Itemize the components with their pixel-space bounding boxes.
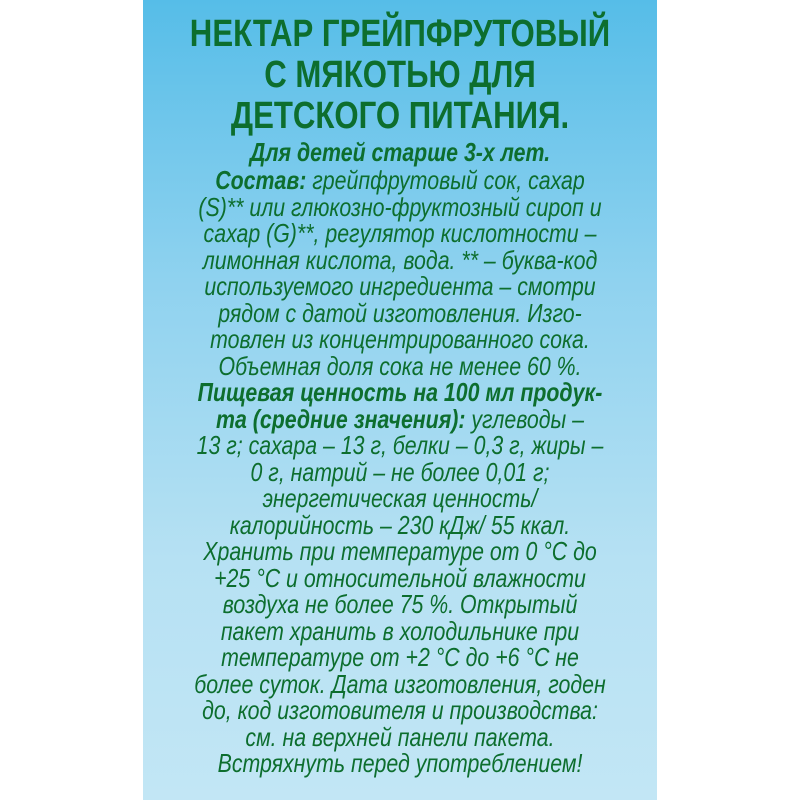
- nutrition-line: 0 г, натрий – не более 0,01 г;: [250, 456, 550, 487]
- storage-line: Встряхнуть перед употреблением!: [217, 748, 583, 778]
- composition-line: сахар (G)**, регулятор кислотности –: [203, 218, 597, 248]
- nutrition-line: [189, 403, 610, 434]
- nutrition-line: 13 г; сахара – 13 г, белки – 0,3 г, жиры –: [196, 430, 604, 460]
- composition-text: грейпфрутовый сок, сахар: [312, 165, 585, 195]
- composition-block: [189, 167, 610, 379]
- composition-label: Состав:: [215, 165, 307, 195]
- nutrition-block: [189, 379, 610, 538]
- composition-line: Объемная доля сока не менее 60 %.: [218, 350, 582, 381]
- storage-line: более суток. Дата изготовления, годен: [194, 668, 606, 699]
- nutrition-line: энергетическая ценность/: [262, 483, 538, 513]
- storage-line: пакет хранить в холодильнике при: [220, 615, 580, 646]
- title-line: ДЕТСКОГО ПИТАНИЯ.: [230, 95, 570, 137]
- nutrition-label: Пищевая ценность на 100 мл продук-: [197, 377, 603, 407]
- composition-line: рядом с датой изготовления. Изго-: [218, 297, 582, 328]
- composition-line: [189, 167, 610, 194]
- nutrition-label-cont: та (средние значения):: [216, 403, 466, 434]
- nutrition-line: калорийность – 230 кДж/ 55 ккал.: [229, 509, 571, 540]
- storage-line: Хранить при температуре от 0 °С до: [203, 536, 597, 566]
- composition-line: лимонная кислота, вода. ** – буква-код: [202, 244, 598, 275]
- storage-line: см. на верхней панели пакета.: [245, 721, 555, 752]
- storage-line: температуре от +2 °С до +6 °С не: [221, 642, 579, 672]
- product-label: [189, 14, 610, 777]
- storage-line: +25 °С и относительной влажности: [214, 562, 586, 593]
- storage-block: [189, 538, 610, 777]
- composition-line: используемого ингредиента – смотри: [204, 271, 596, 301]
- age-note: Для детей старше 3-х лет.: [249, 137, 551, 167]
- product-title: [189, 14, 610, 137]
- title-line: С МЯКОТЬЮ ДЛЯ: [264, 54, 536, 96]
- nutrition-text: углеводы –: [471, 403, 584, 434]
- composition-line: товлен из концентрированного сока.: [210, 324, 590, 354]
- storage-line: воздуха не более 75 %. Открытый: [222, 589, 578, 619]
- storage-line: до, код изготовителя и производства:: [202, 695, 598, 725]
- title-line: НЕКТАР ГРЕЙПФРУТОВЫЙ: [189, 13, 611, 55]
- composition-line: (S)** или глюкозно-фруктозный сироп и: [198, 191, 602, 222]
